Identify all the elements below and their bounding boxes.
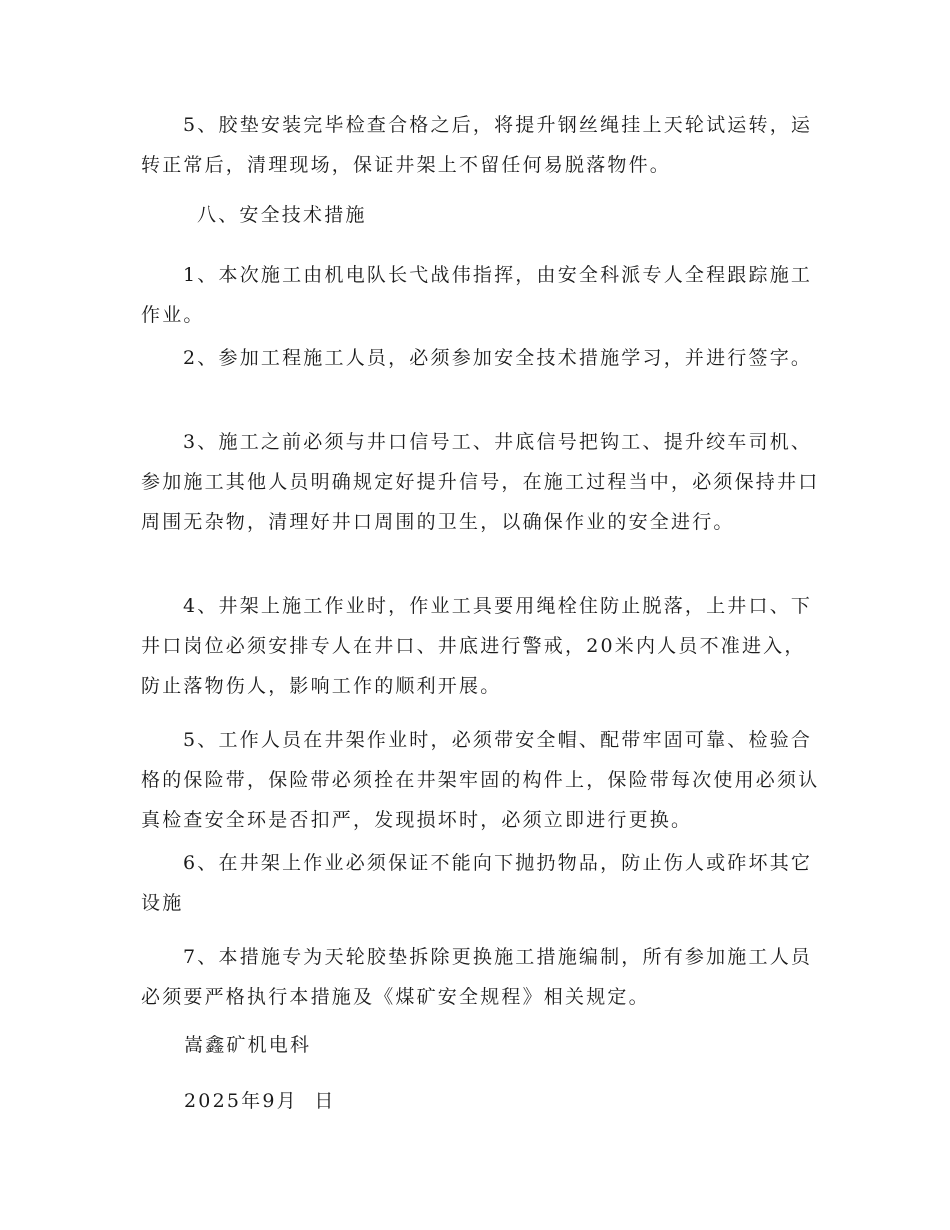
- measure-item-2: 2、参加工程施工人员，必须参加安全技术措施学习，并进行签字。: [183, 347, 813, 369]
- section-heading-safety-measures: 八、安全技术措施: [197, 204, 367, 226]
- measure-item-5: 5、工作人员在井架作业时，必须带安全帽、配带牢固可靠、检验合格的保险带，保险带必须拴在井架牢固的构件上，保险带每次使用必须认真检查安全环是否扣严，发现损坏时，必须立即进行更换。: [141, 729, 820, 831]
- measure-item-7: 7、本措施专为天轮胶垫拆除更换施工措施编制，所有参加施工人员必须要严格执行本措施及《煤矿安全规程》相关规定。: [141, 946, 813, 1008]
- measure-item-3: 3、施工之前必须与井口信号工、井底信号把钩工、提升绞车司机、参加施工其他人员明确规定好提升信号，在施工过程当中，必须保持井口周围无杂物，清理好井口周围的卫生，以确保作业的安全进行。: [141, 431, 820, 533]
- paragraph-install-check: 5、胶垫安装完毕检查合格之后，将提升钢丝绳挂上天轮试运转，运转正常后，清理现场，保证井架上不留任何易脱落物件。: [141, 114, 813, 176]
- measure-item-1: 1、本次施工由机电队长弋战伟指挥，由安全科派专人全程跟踪施工作业。: [141, 264, 813, 326]
- measure-item-4: 4、井架上施工作业时，作业工具要用绳栓住防止脱落，上井口、下井口岗位必须安排专人在井口、井底进行警戒，20米内人员不准进入，防止落物伤人，影响工作的顺利开展。: [141, 595, 813, 697]
- signature-date: 2025年9月 日: [184, 1090, 336, 1112]
- signature-department: 嵩鑫矿机电科: [184, 1034, 312, 1056]
- measure-item-6: 6、在井架上作业必须保证不能向下抛扔物品，防止伤人或砟坏其它设施: [141, 852, 813, 914]
